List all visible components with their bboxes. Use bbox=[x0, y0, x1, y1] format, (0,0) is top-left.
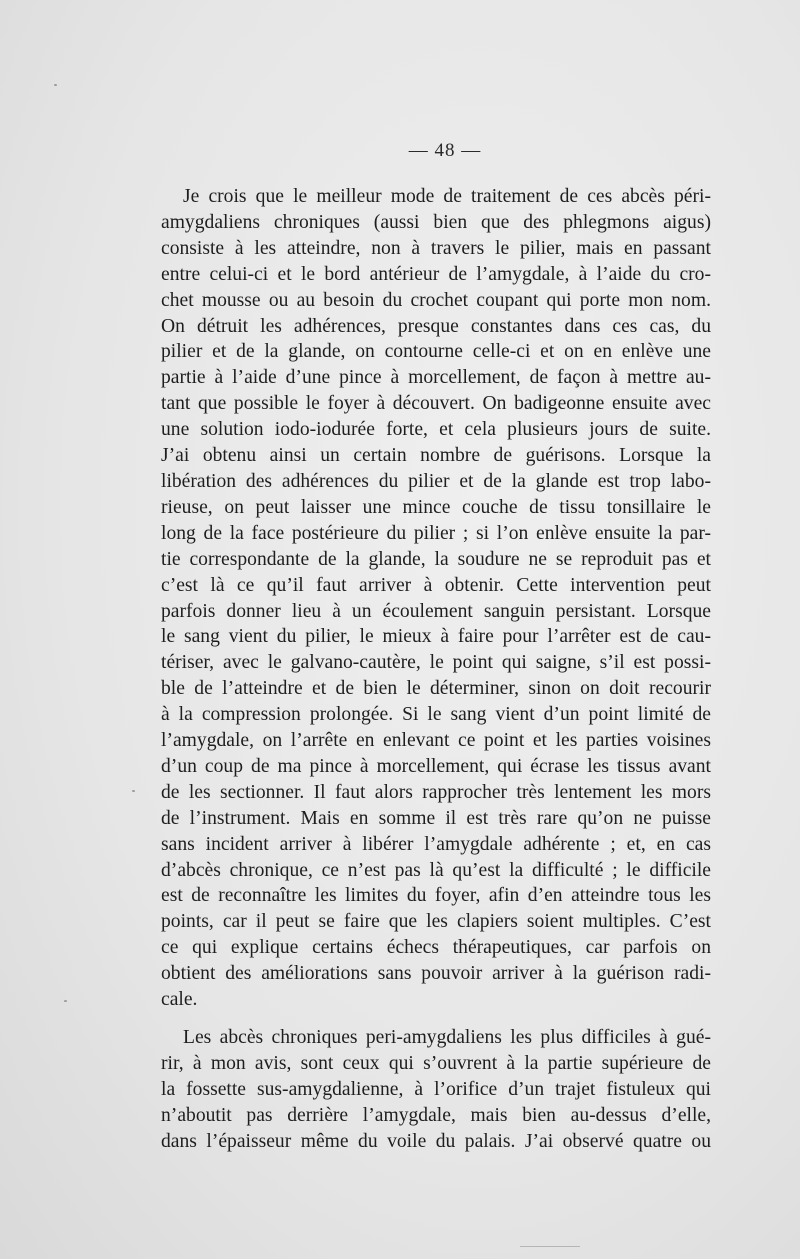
text-line: amygdaliens chroniques (aussi bien que des phlegmons aigus) bbox=[161, 211, 711, 233]
text-line: On détruit les adhérences, presque constantes dans ces cas, du bbox=[161, 315, 711, 337]
text-line: long de la face postérieure du pilier ; si l’on enlève ensuite la par- bbox=[161, 522, 711, 544]
text-line: tant que possible le foyer à découvert. On badigeonne ensuite avec bbox=[161, 393, 711, 415]
text-line: une solution iodo-iodurée forte, et cela plusieurs jours de suite. bbox=[161, 419, 711, 441]
text-line: consiste à les atteindre, non à travers le pilier, mais en passant bbox=[161, 237, 711, 259]
text-line: la fossette sus-amygdalienne, à l’orifice d’un trajet fistuleux qui bbox=[161, 1078, 711, 1100]
text-line: chet mousse ou au besoin du crochet coupant qui porte mon nom. bbox=[161, 289, 711, 311]
text-line: de les sectionner. Il faut alors rapprocher très lentement les mors bbox=[161, 781, 711, 803]
text-line: points, car il peut se faire que les clapiers soient multiples. C’est bbox=[161, 911, 711, 933]
paper-speck bbox=[54, 84, 57, 86]
text-line: sans incident arriver à libérer l’amygdale adhérente ; et, en cas bbox=[161, 833, 711, 855]
text-line: d’abcès chronique, ce n’est pas là qu’est la difficulté ; le difficile bbox=[161, 859, 711, 881]
text-line: ce qui explique certains échecs thérapeutiques, car parfois on bbox=[161, 937, 711, 959]
text-line: tériser, avec le galvano-cautère, le point qui saigne, s’il est possi- bbox=[161, 652, 711, 674]
text-line: d’un coup de ma pince à morcellement, qui écrase les tissus avant bbox=[161, 755, 711, 777]
text-line: rir, à mon avis, sont ceux qui s’ouvrent à la partie supérieure de bbox=[161, 1052, 711, 1074]
text-line: tie correspondante de la glande, la soudure ne se reproduit pas et bbox=[161, 548, 711, 570]
text-line: libération des adhérences du pilier et de la glande est trop labo- bbox=[161, 470, 711, 492]
paper-speck bbox=[64, 1000, 67, 1002]
text-line: parfois donner lieu à un écoulement sanguin persistant. Lorsque bbox=[161, 600, 711, 622]
text-line: J’ai obtenu ainsi un certain nombre de guérisons. Lorsque la bbox=[161, 445, 711, 467]
text-line: ble de l’atteindre et de bien le déterminer, sinon on doit recourir bbox=[161, 678, 711, 700]
text-line: dans l’épaisseur même du voile du palais. J’ai observé quatre ou bbox=[161, 1130, 711, 1152]
paper-speck bbox=[520, 1246, 580, 1247]
text-line: Je crois que le meilleur mode de traitement de ces abcès péri- bbox=[183, 186, 711, 207]
text-line: Les abcès chroniques peri-amygdaliens les plus difficiles à gué- bbox=[183, 1027, 711, 1048]
paragraph-2 bbox=[161, 1025, 711, 1155]
text-line: obtient des améliorations sans pouvoir arriver à la guérison radi- bbox=[161, 963, 711, 985]
text-line: c’est là ce qu’il faut arriver à obtenir. Cette intervention peut bbox=[161, 574, 711, 596]
text-line: cale. bbox=[161, 989, 198, 1011]
paragraph-1 bbox=[161, 184, 711, 1013]
text-line: le sang vient du pilier, le mieux à faire pour l’arrêter est de cau- bbox=[161, 626, 711, 648]
text-line: de l’instrument. Mais en somme il est très rare qu’on ne puisse bbox=[161, 807, 711, 829]
body-text bbox=[161, 184, 711, 1155]
text-line: est de reconnaître les limites du foyer, afin d’en atteindre tous les bbox=[161, 885, 711, 907]
text-line: l’amygdale, on l’arrête en enlevant ce point et les parties voisines bbox=[161, 730, 711, 752]
text-line: à la compression prolongée. Si le sang vient d’un point limité de bbox=[161, 704, 711, 726]
text-line: rieuse, on peut laisser une mince couche de tissu tonsillaire le bbox=[161, 496, 711, 518]
page-number: — 48 — bbox=[408, 140, 482, 161]
text-line: pilier et de la glande, on contourne celle-ci et on en enlève une bbox=[161, 341, 711, 363]
text-line: n’aboutit pas derrière l’amygdale, mais bien au-dessus d’elle, bbox=[161, 1104, 711, 1126]
text-line: entre celui-ci et le bord antérieur de l’amygdale, à l’aide du cro- bbox=[161, 263, 711, 285]
paper-speck bbox=[132, 790, 135, 792]
text-line: partie à l’aide d’une pince à morcellement, de façon à mettre au- bbox=[161, 367, 711, 389]
